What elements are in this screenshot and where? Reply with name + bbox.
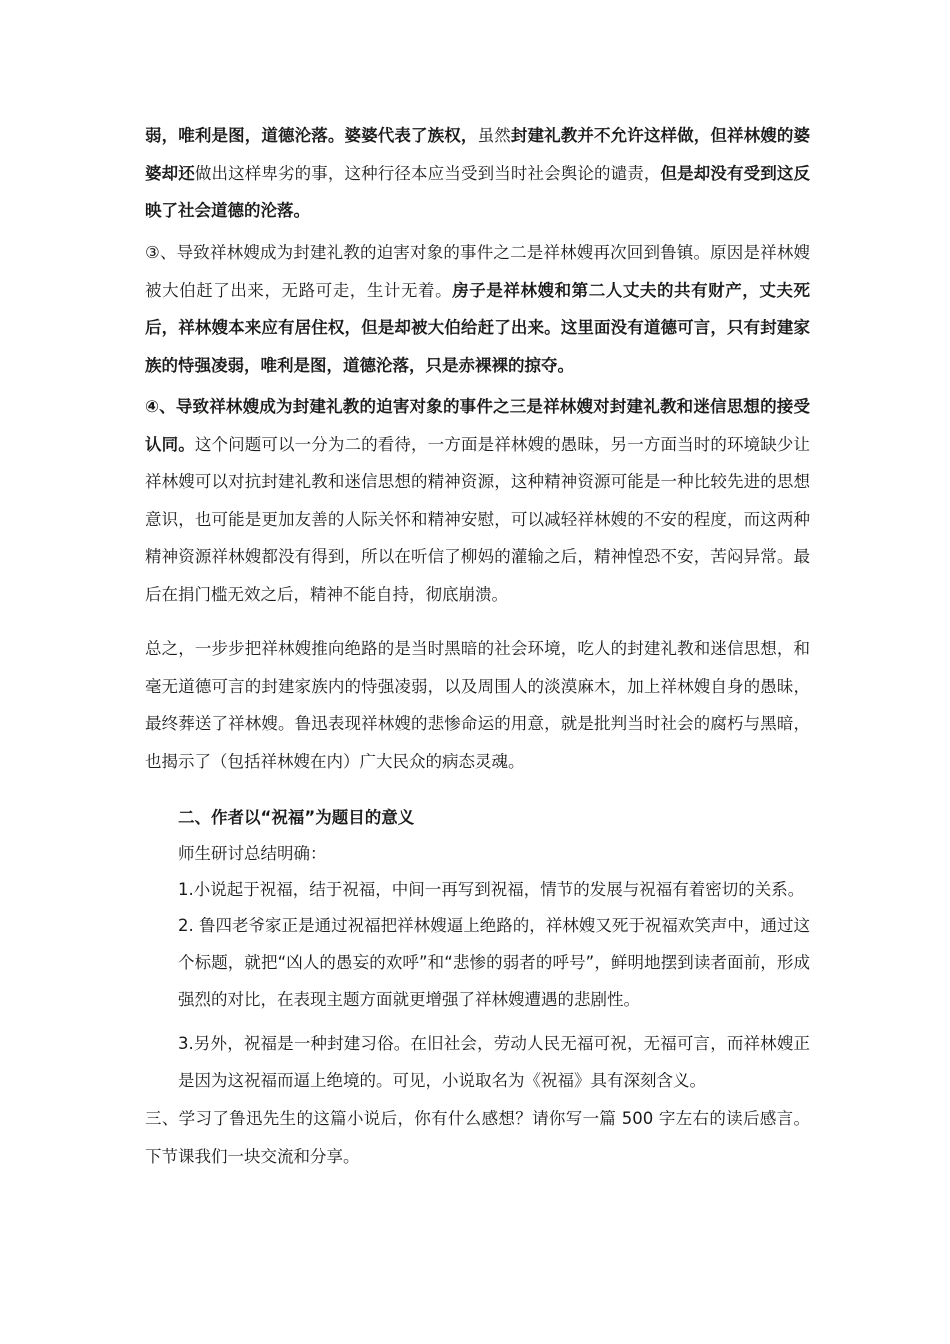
paragraph-event-two [145, 234, 810, 384]
text-normal: 虽然 [477, 126, 511, 145]
list-item-3: 3.另外，祝福是一种封建习俗。在旧社会，劳动人民无福可祝，无福可言，而祥林嫂正是因为这祝福而逼上绝境的。可见，小说取名为《祝福》具有深刻含义。 [178, 1034, 810, 1090]
text-normal: 做出这样卑劣的事，这种行径本应当受到当时社会舆论的谴责， [194, 163, 661, 183]
list-item-1: 1.小说起于祝福，结于祝福，中间一再写到祝福，情节的发展与祝福有着密切的关系。 [178, 880, 805, 899]
text-normal: 这个问题可以一分为二的看待，一方面是祥林嫂的愚昧，另一方面当时的环境缺少让祥林嫂可以对抗封建礼教和迷信思想的精神资源，这种精神资源可能是一种比较先进的思想意识，也可能是更加友善的人际关怀和精神安慰，可以减轻祥林嫂的不安的程度，而这两种精神资源祥林嫂都没有得到，所以在听信了柳妈的灌输之后，精神惶恐不安，苦闷异常。最后在捐门槛无效之后，精神不能自持，彻底崩溃。 [145, 434, 811, 604]
text-bold: ④、导致祥林嫂成为封建礼教的迫害对象的事件之三是祥林嫂对封建礼教和迷信思想的接受认同。 [145, 397, 810, 454]
text-bold: 房子是祥林嫂和第二人丈夫的共有财产，丈夫死后，祥林嫂本来应有居住权，但是却被大伯给赶了出来。这里面没有道德可言，只有封建家族的恃强凌弱，唯利是图，道德沦落，只是赤裸裸的掠夺。 [145, 280, 811, 375]
paragraph-event-three [145, 388, 810, 613]
paragraph-family-clan-power [145, 117, 810, 230]
section-two-heading: 二、作者以“祝福”为题目的意义 [178, 808, 415, 827]
list-item-2: 2. 鲁四老爷家正是通过祝福把祥林嫂逼上绝路的，祥林嫂又死于祝福欢笑声中，通过这个标题，就把“凶人的愚妄的欢呼”和“悲惨的弱者的呼号”，鲜明地摆到读者面前，形成强烈的对比，在表现主题方面就更增强了祥林嫂遭遇的悲剧性。 [178, 916, 810, 1009]
section-two-intro: 师生研讨总结明确： [178, 844, 327, 863]
text-normal: ③、导致祥林嫂成为封建礼教的迫害对象的事件之二是祥林嫂再次回到鲁镇。原因是祥林嫂被大伯赶了出来，无路可走，生计无着。 [145, 243, 810, 300]
text-bold: 封建礼教并不允许这样做，但祥林嫂的婆婆却还 [145, 126, 811, 183]
paragraph-conclusion: 总之，一步步把祥林嫂推向绝路的是当时黑暗的社会环境，吃人的封建礼教和迷信思想，和毫无道德可言的封建家族内的恃强凌弱，以及周围人的淡漠麻木，加上祥林嫂自身的愚昧，最终葬送了祥林嫂。鲁迅表现祥林嫂的悲惨命运的用意，就是批判当时社会的腐朽与黑暗，也揭示了（包括祥林嫂在内）广大民众的病态灵魂。 [145, 639, 810, 771]
section-three: 三、学习了鲁迅先生的这篇小说后，你有什么感想？请你写一篇 500 字左右的读后感言。下节课我们一块交流和分享。 [145, 1109, 810, 1166]
text-bold: 但是却没有受到这反映了社会道德的沦落。 [145, 163, 811, 220]
text-bold: 弱，唯利是图，道德沦落。婆婆代表了族权， [145, 126, 478, 145]
